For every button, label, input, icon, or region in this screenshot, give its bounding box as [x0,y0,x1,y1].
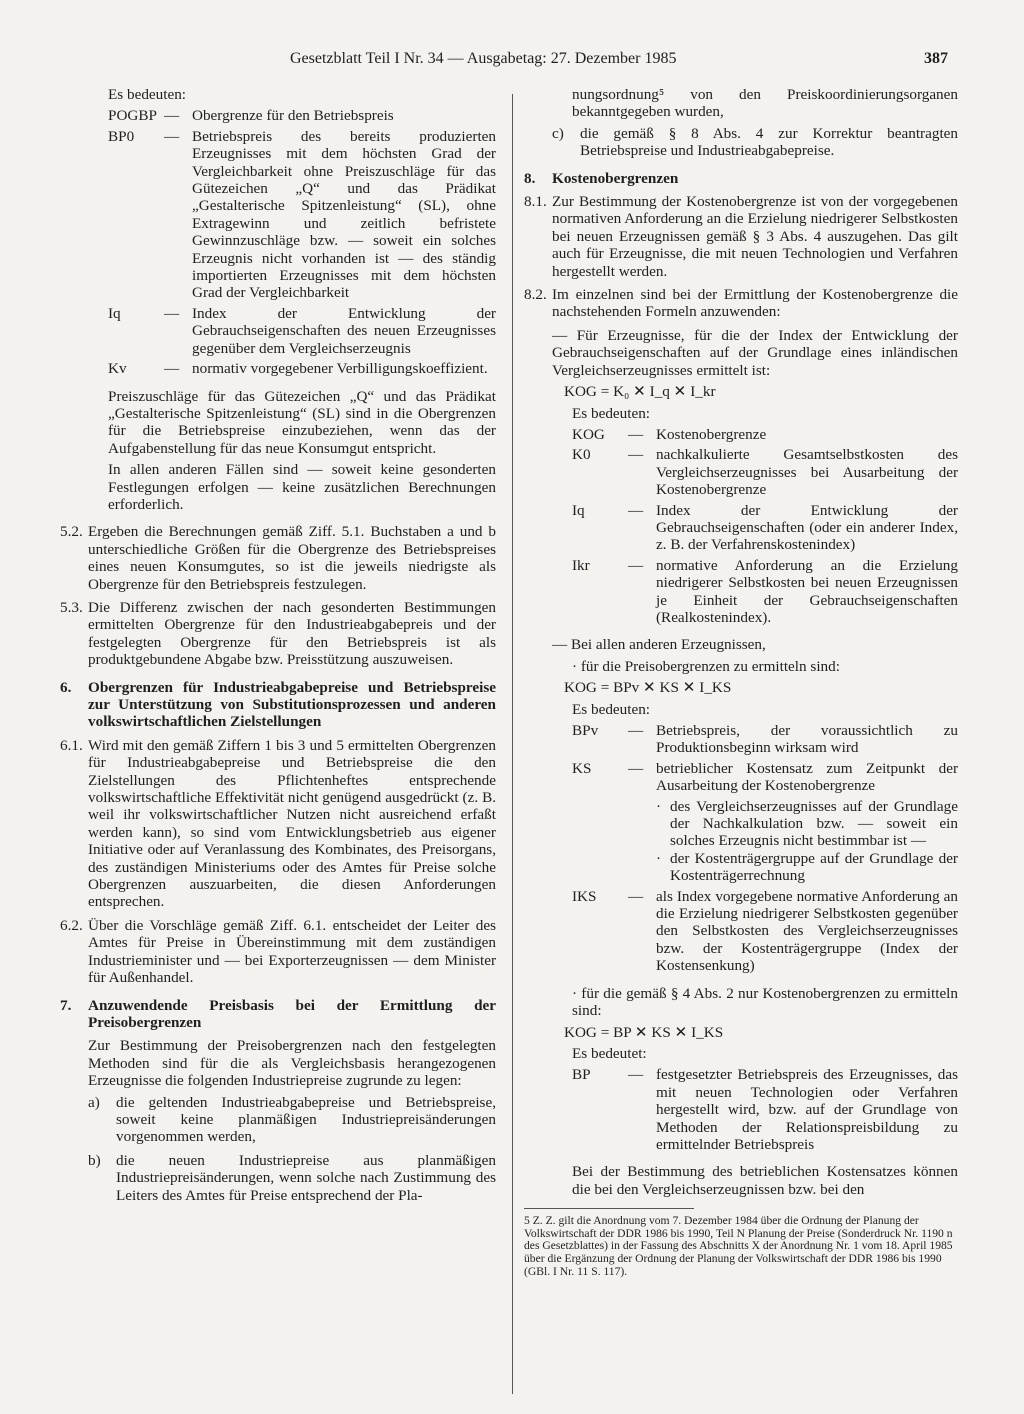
list-text: die geltenden Industrieabgabepreise und Betriebspreise, soweit keine planmäßigen Industriepreisänderungen vorgenommen werden, [116,1093,496,1146]
dash: — [164,304,180,322]
dash: — [628,501,644,519]
definition-row [572,760,958,795]
list-text: die gemäß § 8 Abs. 4 zur Korrektur beantragten Betriebspreise und Industrieabgabepreise. [580,124,958,160]
es-bedeuten-label: Es bedeuten: [572,700,651,718]
bullet-mark: · [656,849,662,867]
definition-row [108,107,496,124]
section-5-3 [60,599,496,669]
symbol: BPv [572,722,599,739]
section-6-heading [60,679,496,731]
definition-text: Index der Entwicklung der Gebrauchseigenschaften des neuen Erzeugnisses gegenüber dem Vergleichserzeugnis [192,304,496,357]
section-number: 8. [524,169,536,187]
symbol: Iq [572,501,585,519]
es-bedeutet-label: Es bedeutet: [572,1044,647,1062]
definition-row [572,722,958,757]
section-text: Über die Vorschläge gemäß Ziff. 6.1. entscheidet der Leiter des Amtes für Preise in Übereinstimmung mit dem zuständigen Industrieminister und — bei Exporterzeugnissen — dem Minister für Außenhandel. [88,916,496,987]
footnote-rule [524,1208,694,1209]
dash: — [628,887,644,905]
symbol: IKS [572,887,597,905]
symbol: BP [572,1066,591,1084]
ks-bullet [656,798,958,850]
list-key: b) [88,1151,101,1169]
section-text: Die Differenz zwischen der nach gesonderten Bestimmungen ermittelten Obergrenze für den Industrieabgabepreis und der festgelegten Obergrenze für den Betriebspreis ist als produktgebundene Abgabe bzw. Preisstützung auszuweisen. [88,598,496,669]
dash: — [628,722,644,739]
header-title: Gesetzblatt Teil I Nr. 34 — Ausgabetag: 27. Dezember 1985 [290,50,677,67]
definition-text: festgesetzter Betriebspreis des Erzeugnisses, das mit neuen Technologien oder Verfahren hergestellt wird, bzw. auf der Grundlage von Methoden der Relationspreisbildung zu ermittelnder Betriebspreis [656,1066,958,1153]
section-text: Im einzelnen sind bei der Ermittlung der Kostenobergrenze die nachstehenden Formeln anzuwenden: [552,286,958,321]
dash: — [628,425,644,443]
section-title: Obergrenzen für Industrieabgabepreise und Betriebspreise zur Unterstützung von Substitutionsprozessen und anderen volkswirtschaftlichen Zielstellungen [88,678,496,731]
es-bedeuten-label: Es bedeuten: [572,404,651,422]
symbol: KOG [572,425,605,443]
bullet-text: der Kostenträgergruppe auf der Grundlage der Kostenträgerrechnung [670,849,958,885]
definition-text: Betriebspreis des bereits produzierten Erzeugnisses mit dem höchsten Grad der Vergleichbarkeit ohne Preiszuschläge für das Gütezeichen „Q“ und das Prädikat „Gestalterische Spitzenleistung“ (SL), ohne Extragewinn und zeitlich befristete Gewinnzuschläge bzw. — soweit ein solches Erzeugnis nicht vorhanden ist — des ständig importierten Erzeugnisses mit dem höchsten Grad der Vergleichbarkeit [192,127,496,302]
symbol: KS [572,759,592,777]
case-price-ceilings: · für die Preisobergrenzen zu ermitteln sind: [572,657,840,675]
dash: — [628,759,644,777]
symbol-definitions-3 [572,1066,958,1153]
list-key: a) [88,1093,100,1111]
section-number: 8.1. [524,193,547,211]
section-6-1 [60,737,496,911]
section-number: 5.2. [60,523,83,541]
definition-text: Index der Entwicklung der Gebrauchseigenschaften (oder ein anderer Index, z. B. der Verfahrenskostenindex) [656,501,958,554]
paragraph-other-cases: In allen anderen Fällen sind — soweit keine gesonderten Festlegungen erfolgen — keine zusätzlichen Berechnungen erforderlich. [108,461,496,513]
list-item-a [88,1094,496,1146]
formula-kog-1: KOG = K₀ ✕ I_q ✕ I_kr [564,383,716,401]
dash: — [164,127,180,145]
formula-kog-3: KOG = BP ✕ KS ✕ I_KS [564,1023,724,1041]
symbol: Ikr [572,556,590,574]
section-8-1 [524,193,958,280]
definition-row [108,128,496,302]
definition-text: Obergrenze für den Betriebspreis [192,107,394,125]
symbol: Iq [108,304,121,322]
definition-row [108,360,496,377]
bullet-text: des Vergleichserzeugnisses auf der Grundlage der Nachkalkulation bzw. — soweit ein solches Erzeugnis nicht bestimmbar ist — [670,797,958,850]
section-number: 6.2. [60,916,83,934]
definition-text: betrieblicher Kostensatz zum Zeitpunkt der Ausarbeitung der Kostenobergrenze [656,759,958,795]
symbol-definitions-1 [572,426,958,626]
formula-kog-2: KOG = BPv ✕ KS ✕ I_KS [564,679,732,697]
section-title: Kostenobergrenzen [552,169,679,187]
case-cost-ceilings: · für die gemäß § 4 Abs. 2 nur Kostenobergrenzen zu ermitteln sind: [572,984,958,1020]
definition-row [572,557,958,627]
section-title: Anzuwendende Preisbasis bei der Ermittlung der Preisobergrenzen [88,996,496,1031]
list-text: die neuen Industriepreise aus planmäßigen Industriepreisänderungen, wenn solche nach Zustimmung des Leiters des Amtes für Preise entsprechend der Pla- [116,1151,496,1204]
section-text: Ergeben die Berechnungen gemäß Ziff. 5.1. Buchstaben a und b unterschiedliche Größen für die Obergrenze des Betriebspreises eines neuen Konsumgutes, so ist die jeweils niedrigste als Obergrenze für den Betriebspreis festzulegen. [88,523,496,593]
symbol: Kv [108,360,127,378]
dash: — [164,107,180,125]
section-6-2 [60,917,496,987]
definition-row [572,502,958,554]
case-domestic: — Für Erzeugnisse, für die der Index der Entwicklung der Gebrauchseigenschaften auf der Grundlage eines inländischen Vergleichserzeugnisses ermittelt ist: [552,326,958,379]
section-number: 7. [60,996,72,1014]
definition-text: normativ vorgegebener Verbilligungskoeffizient. [192,360,488,378]
bullet-mark: · [656,797,662,815]
continued-text: nungsordnung⁵ von den Preiskoordinierungsorganen bekanntgegeben wurden, [572,86,958,121]
section-number: 6. [60,678,72,696]
right-column [524,86,958,1278]
section-8-2 [524,286,958,321]
definition-text: normative Anforderung an die Erzielung niedrigerer Selbstkosten bei neuen Erzeugnissen je Einheit der Gebrauchseigenschaften (Realkostenindex). [656,556,958,626]
definition-text: Kostenobergrenze [656,425,767,443]
ks-bullet [656,850,958,885]
definition-row [572,888,958,975]
list-item-c [552,125,958,160]
symbol: BP0 [108,127,135,145]
dash: — [164,360,180,378]
symbol: POGBP [108,107,157,125]
final-paragraph: Bei der Bestimmung des betrieblichen Kostensatzes können die bei den Vergleichserzeugnissen bzw. bei den [572,1163,958,1198]
section-number: 6.1. [60,736,83,754]
section-8-heading [524,170,958,187]
definition-row [572,426,958,443]
section-5-2 [60,523,496,593]
definition-row [108,305,496,357]
section-number: 5.3. [60,598,83,616]
definition-text: als Index vorgegebene normative Anforderung an die Erzielung niedrigerer Selbstkosten gegenüber den Selbstkosten des Vergleichserzeugnisses bzw. der Kostenträgergruppe (Index der Kostensenkung) [656,887,958,975]
page-number: 387 [924,50,948,67]
symbol-definitions [108,107,496,377]
section-7-heading [60,997,496,1032]
dash: — [628,446,644,464]
dash: — [628,1066,644,1084]
symbol: K0 [572,446,591,464]
dash: — [628,556,644,574]
section-7-text: Zur Bestimmung der Preisobergrenzen nach den festgelegten Methoden sind für die als Vergleichsbasis herangezogenen Erzeugnisse die folgenden Industriepreise zugrunde zu legen: [88,1037,496,1090]
section-text: Zur Bestimmung der Kostenobergrenze ist von der vorgegebenen normativen Anforderung an die Erzielung niedrigerer Selbstkosten bei neuen Erzeugnissen gemäß § 3 Abs. 4 auszugehen. Das gilt auch für Erzeugnisse, die mit neuen Technologien und Verfahren hergestellt werden. [552,193,958,280]
definition-text: Betriebspreis, der voraussichtlich zu Produktionsbeginn wirksam wird [656,722,958,757]
page-header [0,50,1024,74]
footnote: 5 Z. Z. gilt die Anordnung vom 7. Dezember 1984 über die Ordnung der Planung der Volkswirtschaft der DDR 1986 bis 1990, Teil N Planung der Preise (Sonderdruck Nr. 1190 n des Gesetzblattes) in der Fassung des Abschnitts X der Anordnung Nr. 1 vom 18. April 1985 über die Ergänzung der Ordnung der Planung der Volkswirtschaft der DDR 1986 bis 1990 (GBl. I Nr. 11 S. 117). [524,1214,953,1278]
list-key: c) [552,124,564,142]
section-text: Wird mit den gemäß Ziffern 1 bis 3 und 5 ermittelten Obergrenzen für Industrieabgabepreise und Betriebspreise die den Zielstellungen des Pflichtenheftes entsprechende volkswirtschaftliche Effektivität nicht genügend ausgedrückt (z. B. weil ihr volkswirtschaftlicher Nutzen nicht ausreichend erfaßt werden kann), so sind vom Entwicklungsbetrieb aus eigener Initiative oder auf Veranlassung des Kombinates, des Preisorgans, des zuständigen Ministeriums oder des Amtes für Preise solche Obergrenzen auszuarbeiten, die diesen Anforderungen entsprechen. [88,736,496,911]
intro-label: Es bedeuten: [108,86,187,103]
definition-text: nachkalkulierte Gesamtselbstkosten des Vergleichserzeugnisses bei Ausarbeitung der Kostenobergrenze [656,446,958,499]
paragraph-quality-marks: Preiszuschläge für das Gütezeichen „Q“ und das Prädikat „Gestalterische Spitzenleistung“ (SL) sind in die Obergrenzen für die Betriebspreise einzubeziehen, wenn das der Aufgabenstellung für das neue Konsumgut entspricht. [108,387,496,457]
definition-row [572,1066,958,1153]
list-item-b [88,1152,496,1204]
definition-row [572,446,958,498]
symbol-definitions-2 [572,722,958,975]
left-column [60,86,496,1210]
case-other-products: — Bei allen anderen Erzeugnissen, [552,636,766,654]
section-number: 8.2. [524,286,547,304]
column-divider [512,94,513,1394]
